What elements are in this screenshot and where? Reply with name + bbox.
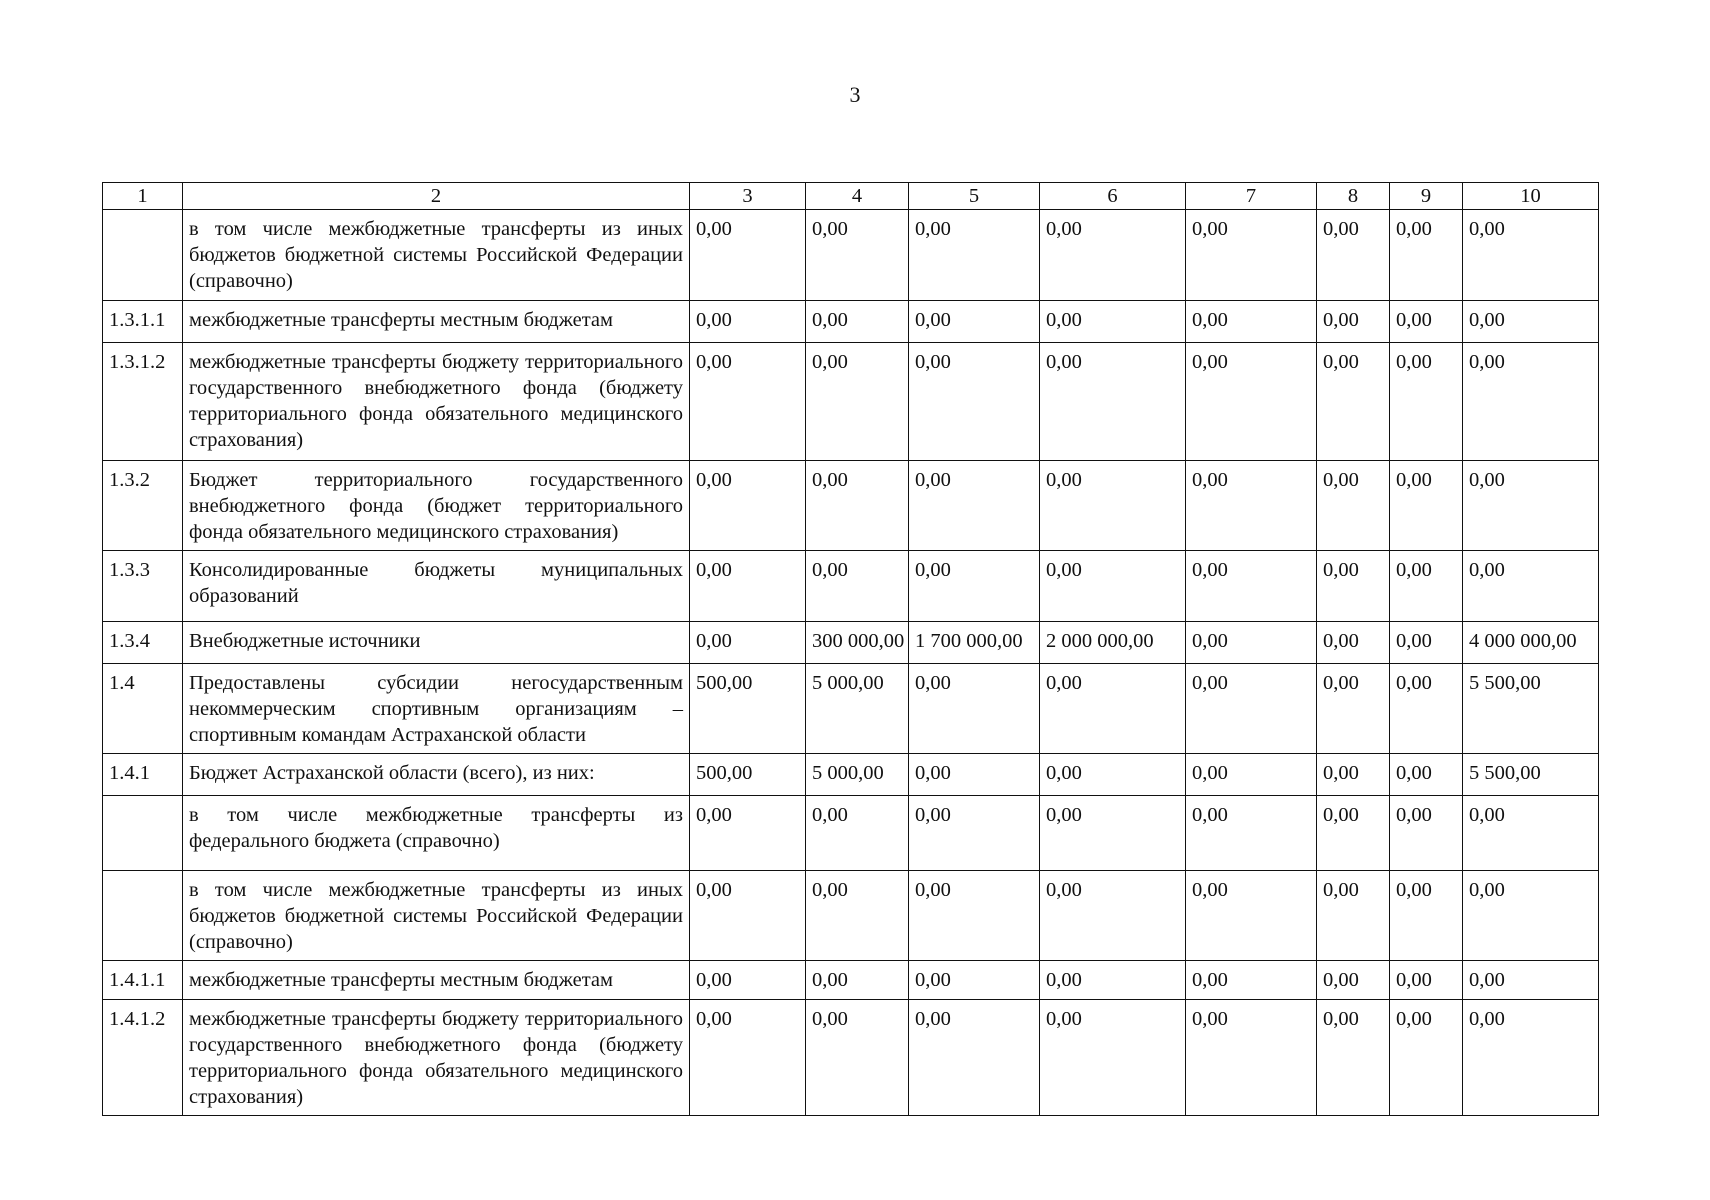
row-description: в том числе межбюджетные трансферты из иных бюджетов бюджетной системы Российской Федерации (справочно) <box>183 210 690 301</box>
row-description: Консолидированные бюджеты муниципальных образований <box>183 551 690 622</box>
row-code: 1.3.4 <box>103 622 183 664</box>
row-value: 0,00 <box>909 796 1040 871</box>
row-value: 0,00 <box>1186 961 1317 1000</box>
row-value: 4 000 000,00 <box>1463 622 1599 664</box>
table-row <box>103 551 1599 622</box>
column-header: 4 <box>806 183 909 210</box>
row-value: 0,00 <box>1040 961 1186 1000</box>
row-description: межбюджетные трансферты местным бюджетам <box>183 301 690 343</box>
column-header: 5 <box>909 183 1040 210</box>
row-value: 0,00 <box>1317 961 1390 1000</box>
row-value: 0,00 <box>690 210 806 301</box>
row-value: 0,00 <box>690 1000 806 1116</box>
row-value: 0,00 <box>1317 871 1390 961</box>
row-value: 0,00 <box>1390 796 1463 871</box>
row-value: 0,00 <box>1463 343 1599 461</box>
table-row <box>103 796 1599 871</box>
table-row <box>103 301 1599 343</box>
row-value: 0,00 <box>690 622 806 664</box>
row-code: 1.4 <box>103 664 183 754</box>
row-value: 0,00 <box>909 461 1040 551</box>
row-value: 0,00 <box>806 1000 909 1116</box>
row-value: 500,00 <box>690 664 806 754</box>
table-row <box>103 622 1599 664</box>
row-description: Предоставлены субсидии негосударственным некоммерческим спортивным организациям – спортивным командам Астраханской области <box>183 664 690 754</box>
column-header: 2 <box>183 183 690 210</box>
row-value: 0,00 <box>909 1000 1040 1116</box>
row-description: Бюджет территориального государственного внебюджетного фонда (бюджет территориального фонда обязательного медицинского страхования) <box>183 461 690 551</box>
row-value: 0,00 <box>1186 664 1317 754</box>
row-value: 0,00 <box>690 461 806 551</box>
row-value: 0,00 <box>909 343 1040 461</box>
row-value: 0,00 <box>1186 343 1317 461</box>
row-description: в том числе межбюджетные трансферты из иных бюджетов бюджетной системы Российской Федерации (справочно) <box>183 871 690 961</box>
row-value: 0,00 <box>1317 461 1390 551</box>
row-code <box>103 210 183 301</box>
row-code <box>103 871 183 961</box>
row-value: 0,00 <box>1317 343 1390 461</box>
row-value: 0,00 <box>909 664 1040 754</box>
row-value: 2 000 000,00 <box>1040 622 1186 664</box>
row-value: 0,00 <box>1390 664 1463 754</box>
row-value: 0,00 <box>1463 871 1599 961</box>
row-value: 0,00 <box>1390 461 1463 551</box>
row-value: 0,00 <box>1040 210 1186 301</box>
row-value: 0,00 <box>1390 961 1463 1000</box>
row-value: 0,00 <box>1040 754 1186 796</box>
row-value: 300 000,00 <box>806 622 909 664</box>
row-code <box>103 796 183 871</box>
row-value: 0,00 <box>1186 796 1317 871</box>
row-value: 0,00 <box>690 871 806 961</box>
column-header: 7 <box>1186 183 1317 210</box>
row-value: 0,00 <box>1317 210 1390 301</box>
row-value: 0,00 <box>806 796 909 871</box>
row-value: 0,00 <box>1463 210 1599 301</box>
row-value: 0,00 <box>806 210 909 301</box>
row-value: 500,00 <box>690 754 806 796</box>
table-row <box>103 961 1599 1000</box>
column-header: 10 <box>1463 183 1599 210</box>
row-value: 0,00 <box>1317 754 1390 796</box>
row-value: 0,00 <box>1186 754 1317 796</box>
row-description: межбюджетные трансферты местным бюджетам <box>183 961 690 1000</box>
row-value: 0,00 <box>1390 551 1463 622</box>
page-number: 3 <box>849 82 861 107</box>
row-value: 0,00 <box>1390 210 1463 301</box>
row-code: 1.3.1.1 <box>103 301 183 343</box>
row-description: в том числе межбюджетные трансферты из федерального бюджета (справочно) <box>183 796 690 871</box>
row-value: 5 500,00 <box>1463 664 1599 754</box>
row-value: 0,00 <box>1390 343 1463 461</box>
row-value: 0,00 <box>1040 796 1186 871</box>
row-value: 0,00 <box>1040 551 1186 622</box>
row-code: 1.3.1.2 <box>103 343 183 461</box>
table-row <box>103 210 1599 301</box>
row-value: 0,00 <box>1040 664 1186 754</box>
row-value: 5 000,00 <box>806 754 909 796</box>
row-value: 0,00 <box>1186 551 1317 622</box>
row-value: 1 700 000,00 <box>909 622 1040 664</box>
row-code: 1.4.1.1 <box>103 961 183 1000</box>
row-value: 0,00 <box>909 551 1040 622</box>
row-value: 0,00 <box>690 301 806 343</box>
row-value: 0,00 <box>1463 551 1599 622</box>
row-value: 0,00 <box>1317 664 1390 754</box>
row-value: 0,00 <box>1040 343 1186 461</box>
row-value: 0,00 <box>1317 1000 1390 1116</box>
row-value: 0,00 <box>806 343 909 461</box>
row-value: 0,00 <box>806 961 909 1000</box>
row-value: 0,00 <box>1040 301 1186 343</box>
table-row <box>103 461 1599 551</box>
table-row <box>103 343 1599 461</box>
row-value: 0,00 <box>909 871 1040 961</box>
row-value: 0,00 <box>1040 461 1186 551</box>
row-value: 0,00 <box>806 551 909 622</box>
row-value: 0,00 <box>1390 1000 1463 1116</box>
row-value: 0,00 <box>690 343 806 461</box>
row-value: 0,00 <box>806 301 909 343</box>
row-value: 0,00 <box>806 461 909 551</box>
row-value: 0,00 <box>1463 961 1599 1000</box>
table-row <box>103 754 1599 796</box>
row-value: 5 500,00 <box>1463 754 1599 796</box>
row-value: 0,00 <box>1390 622 1463 664</box>
row-description: межбюджетные трансферты бюджету территориального государственного внебюджетного фонда (бюджету территориального фонда обязательного медицинского страхования) <box>183 343 690 461</box>
row-value: 0,00 <box>1463 461 1599 551</box>
row-value: 0,00 <box>1463 1000 1599 1116</box>
row-value: 0,00 <box>1463 301 1599 343</box>
row-value: 0,00 <box>909 301 1040 343</box>
column-header: 3 <box>690 183 806 210</box>
row-value: 0,00 <box>1390 871 1463 961</box>
row-value: 0,00 <box>1390 301 1463 343</box>
table-row <box>103 664 1599 754</box>
row-value: 0,00 <box>1317 551 1390 622</box>
row-value: 0,00 <box>1186 461 1317 551</box>
row-value: 0,00 <box>1040 871 1186 961</box>
budget-table <box>102 182 1599 1116</box>
row-value: 0,00 <box>1040 1000 1186 1116</box>
row-code: 1.3.3 <box>103 551 183 622</box>
row-description: Бюджет Астраханской области (всего), из них: <box>183 754 690 796</box>
row-value: 0,00 <box>1186 301 1317 343</box>
column-header: 9 <box>1390 183 1463 210</box>
row-description: Внебюджетные источники <box>183 622 690 664</box>
row-value: 0,00 <box>690 796 806 871</box>
row-value: 0,00 <box>909 961 1040 1000</box>
column-header: 6 <box>1040 183 1186 210</box>
header-row <box>103 183 1599 210</box>
table-row <box>103 1000 1599 1116</box>
row-value: 0,00 <box>1186 210 1317 301</box>
row-value: 0,00 <box>1317 301 1390 343</box>
row-value: 0,00 <box>909 210 1040 301</box>
row-value: 0,00 <box>1463 796 1599 871</box>
row-value: 0,00 <box>1390 754 1463 796</box>
row-value: 0,00 <box>1317 796 1390 871</box>
row-code: 1.4.1.2 <box>103 1000 183 1116</box>
row-value: 0,00 <box>1186 622 1317 664</box>
row-value: 0,00 <box>909 754 1040 796</box>
row-value: 0,00 <box>1186 871 1317 961</box>
row-value: 0,00 <box>1317 622 1390 664</box>
column-header: 8 <box>1317 183 1390 210</box>
row-value: 0,00 <box>690 961 806 1000</box>
row-description: межбюджетные трансферты бюджету территориального государственного внебюджетного фонда (бюджету территориального фонда обязательного медицинского страхования) <box>183 1000 690 1116</box>
column-header: 1 <box>103 183 183 210</box>
row-value: 0,00 <box>806 871 909 961</box>
row-value: 0,00 <box>1186 1000 1317 1116</box>
row-code: 1.3.2 <box>103 461 183 551</box>
row-value: 5 000,00 <box>806 664 909 754</box>
row-value: 0,00 <box>690 551 806 622</box>
row-code: 1.4.1 <box>103 754 183 796</box>
table-row <box>103 871 1599 961</box>
